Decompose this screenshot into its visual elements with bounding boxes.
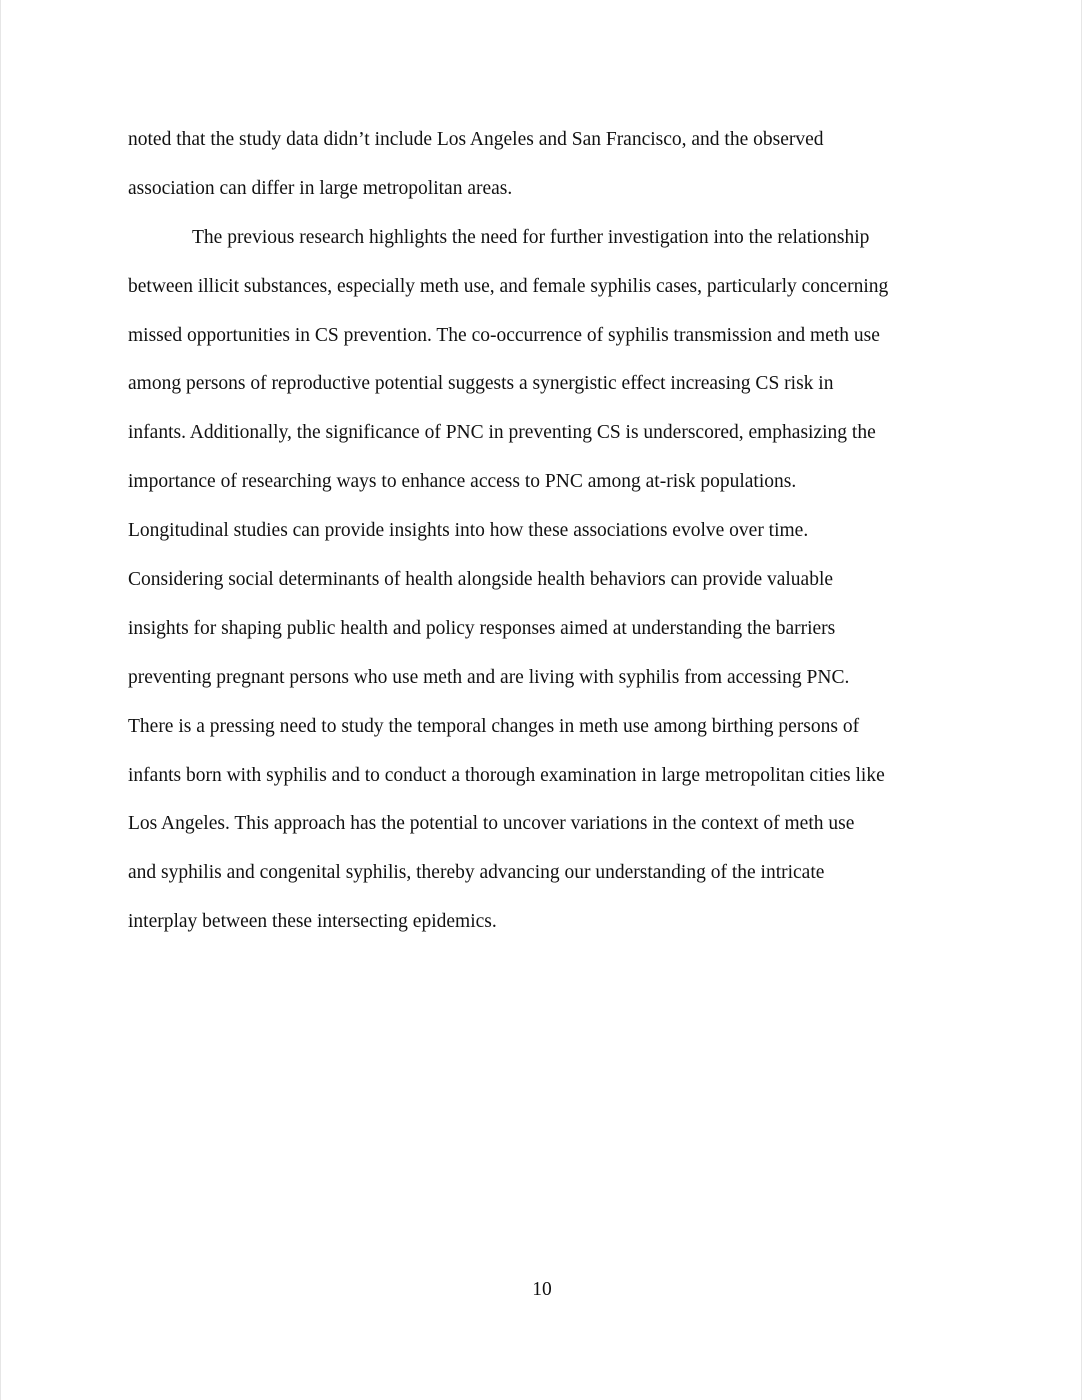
page-number: 10 (532, 1279, 552, 1300)
text-line: noted that the study data didn’t include Los Angeles and San Francisco, and the observed (128, 129, 824, 150)
text-line: importance of researching ways to enhance access to PNC among at-risk populations. (128, 471, 797, 493)
text-line: Los Angeles. This approach has the potential to uncover variations in the context of meth use (128, 813, 855, 835)
text-line: insights for shaping public health and policy responses aimed at understanding the barriers (128, 617, 836, 639)
text-line: There is a pressing need to study the temporal changes in meth use among birthing persons of (128, 715, 860, 737)
text-line: infants. Additionally, the significance of PNC in preventing CS is underscored, emphasizing the (128, 422, 876, 444)
text-line: Longitudinal studies can provide insights into how these associations evolve over time. (128, 520, 809, 542)
text-line: preventing pregnant persons who use meth and are living with syphilis from accessing PNC. (128, 666, 850, 688)
text-line: Considering social determinants of health alongside health behaviors can provide valuable (128, 569, 834, 591)
text-line: and syphilis and congenital syphilis, thereby advancing our understanding of the intricate (128, 862, 825, 884)
text-line: interplay between these intersecting epidemics. (128, 911, 497, 933)
text-line: among persons of reproductive potential suggests a synergistic effect increasing CS risk in (128, 373, 834, 395)
text-line-indented: The previous research highlights the need for further investigation into the relationship (192, 226, 870, 248)
text-line: infants born with syphilis and to conduct a thorough examination in large metropolitan cities like (128, 764, 885, 786)
text-line: between illicit substances, especially meth use, and female syphilis cases, particularly concerning (128, 275, 889, 297)
paragraph-continued (128, 124, 968, 222)
text-line: missed opportunities in CS prevention. The co-occurrence of syphilis transmission and meth use (128, 324, 880, 346)
body-text (128, 124, 968, 955)
paragraph-research-needs (128, 222, 968, 955)
text-line: association can differ in large metropolitan areas. (128, 177, 513, 199)
